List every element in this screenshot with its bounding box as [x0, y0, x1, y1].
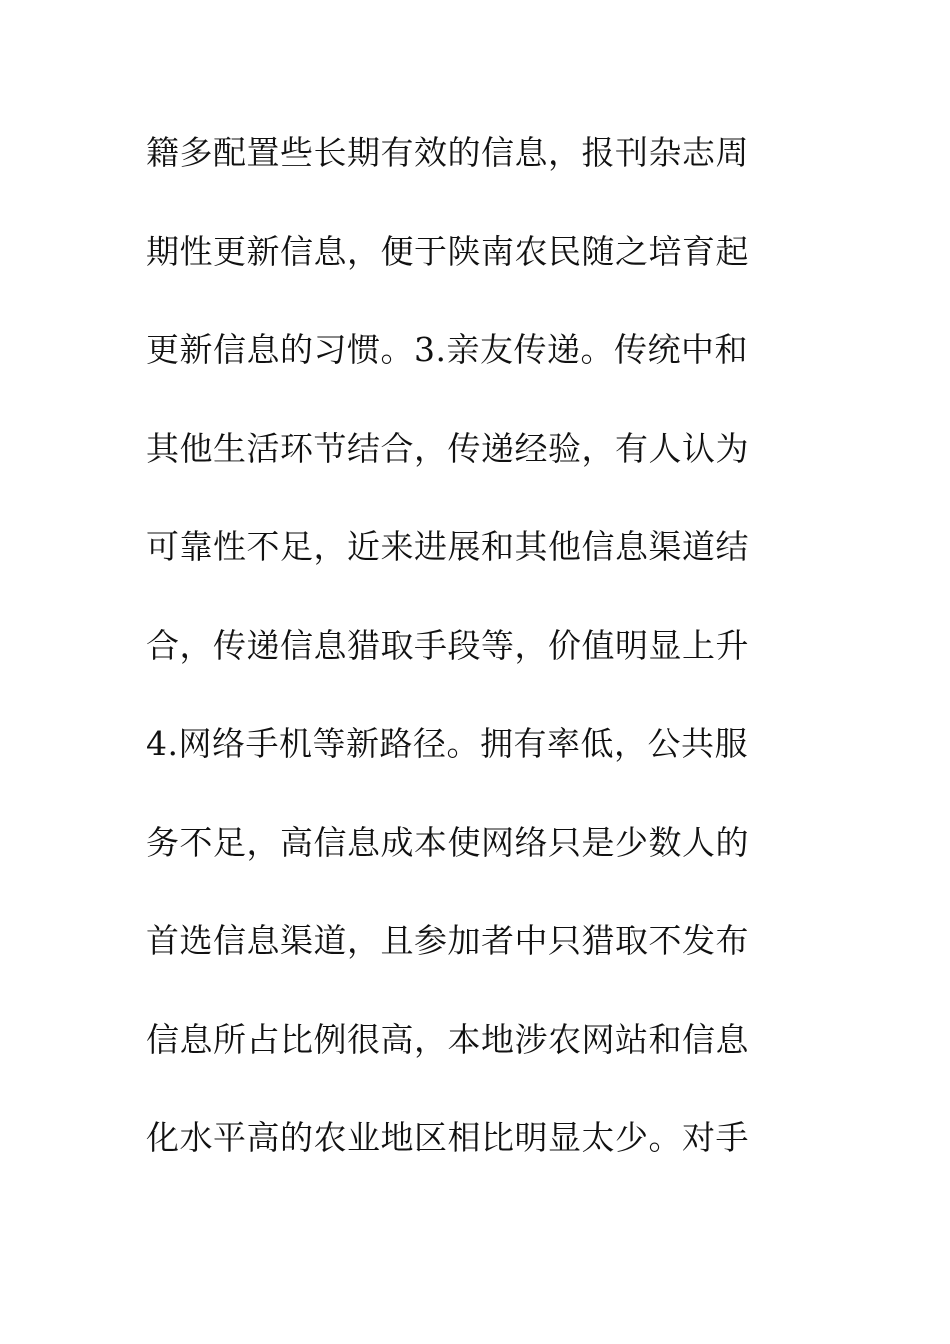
text-line-10: 信息所占比例很高，本地涉农网站和信息 — [146, 1019, 749, 1059]
text-line-1: 籍多配置些长期有效的信息，报刊杂志周 — [146, 133, 749, 172]
text-line-9: 首选信息渠道，且参加者中只猎取不发布 — [146, 921, 749, 960]
text-line-6: 合，传递信息猎取手段等，价值明显上升 — [146, 625, 749, 665]
text-line-5: 可靠性不足，近来进展和其他信息渠道结 — [146, 527, 749, 566]
text-line-3: 更新信息的习惯。3.亲友传递。传统中和 — [146, 330, 748, 369]
text-line-2: 期性更新信息，便于陕南农民随之培育起 — [146, 231, 749, 271]
body-text — [146, 120, 826, 1204]
text-line-8: 务不足，高信息成本使网络只是少数人的 — [146, 822, 749, 862]
text-line-4: 其他生活环节结合，传递经验，有人认为 — [146, 428, 749, 468]
text-line-11: 化水平高的农业地区相比明显太少。对手 — [146, 1118, 749, 1157]
text-line-7: 4.网络手机等新路径。拥有率低，公共服 — [146, 724, 748, 763]
